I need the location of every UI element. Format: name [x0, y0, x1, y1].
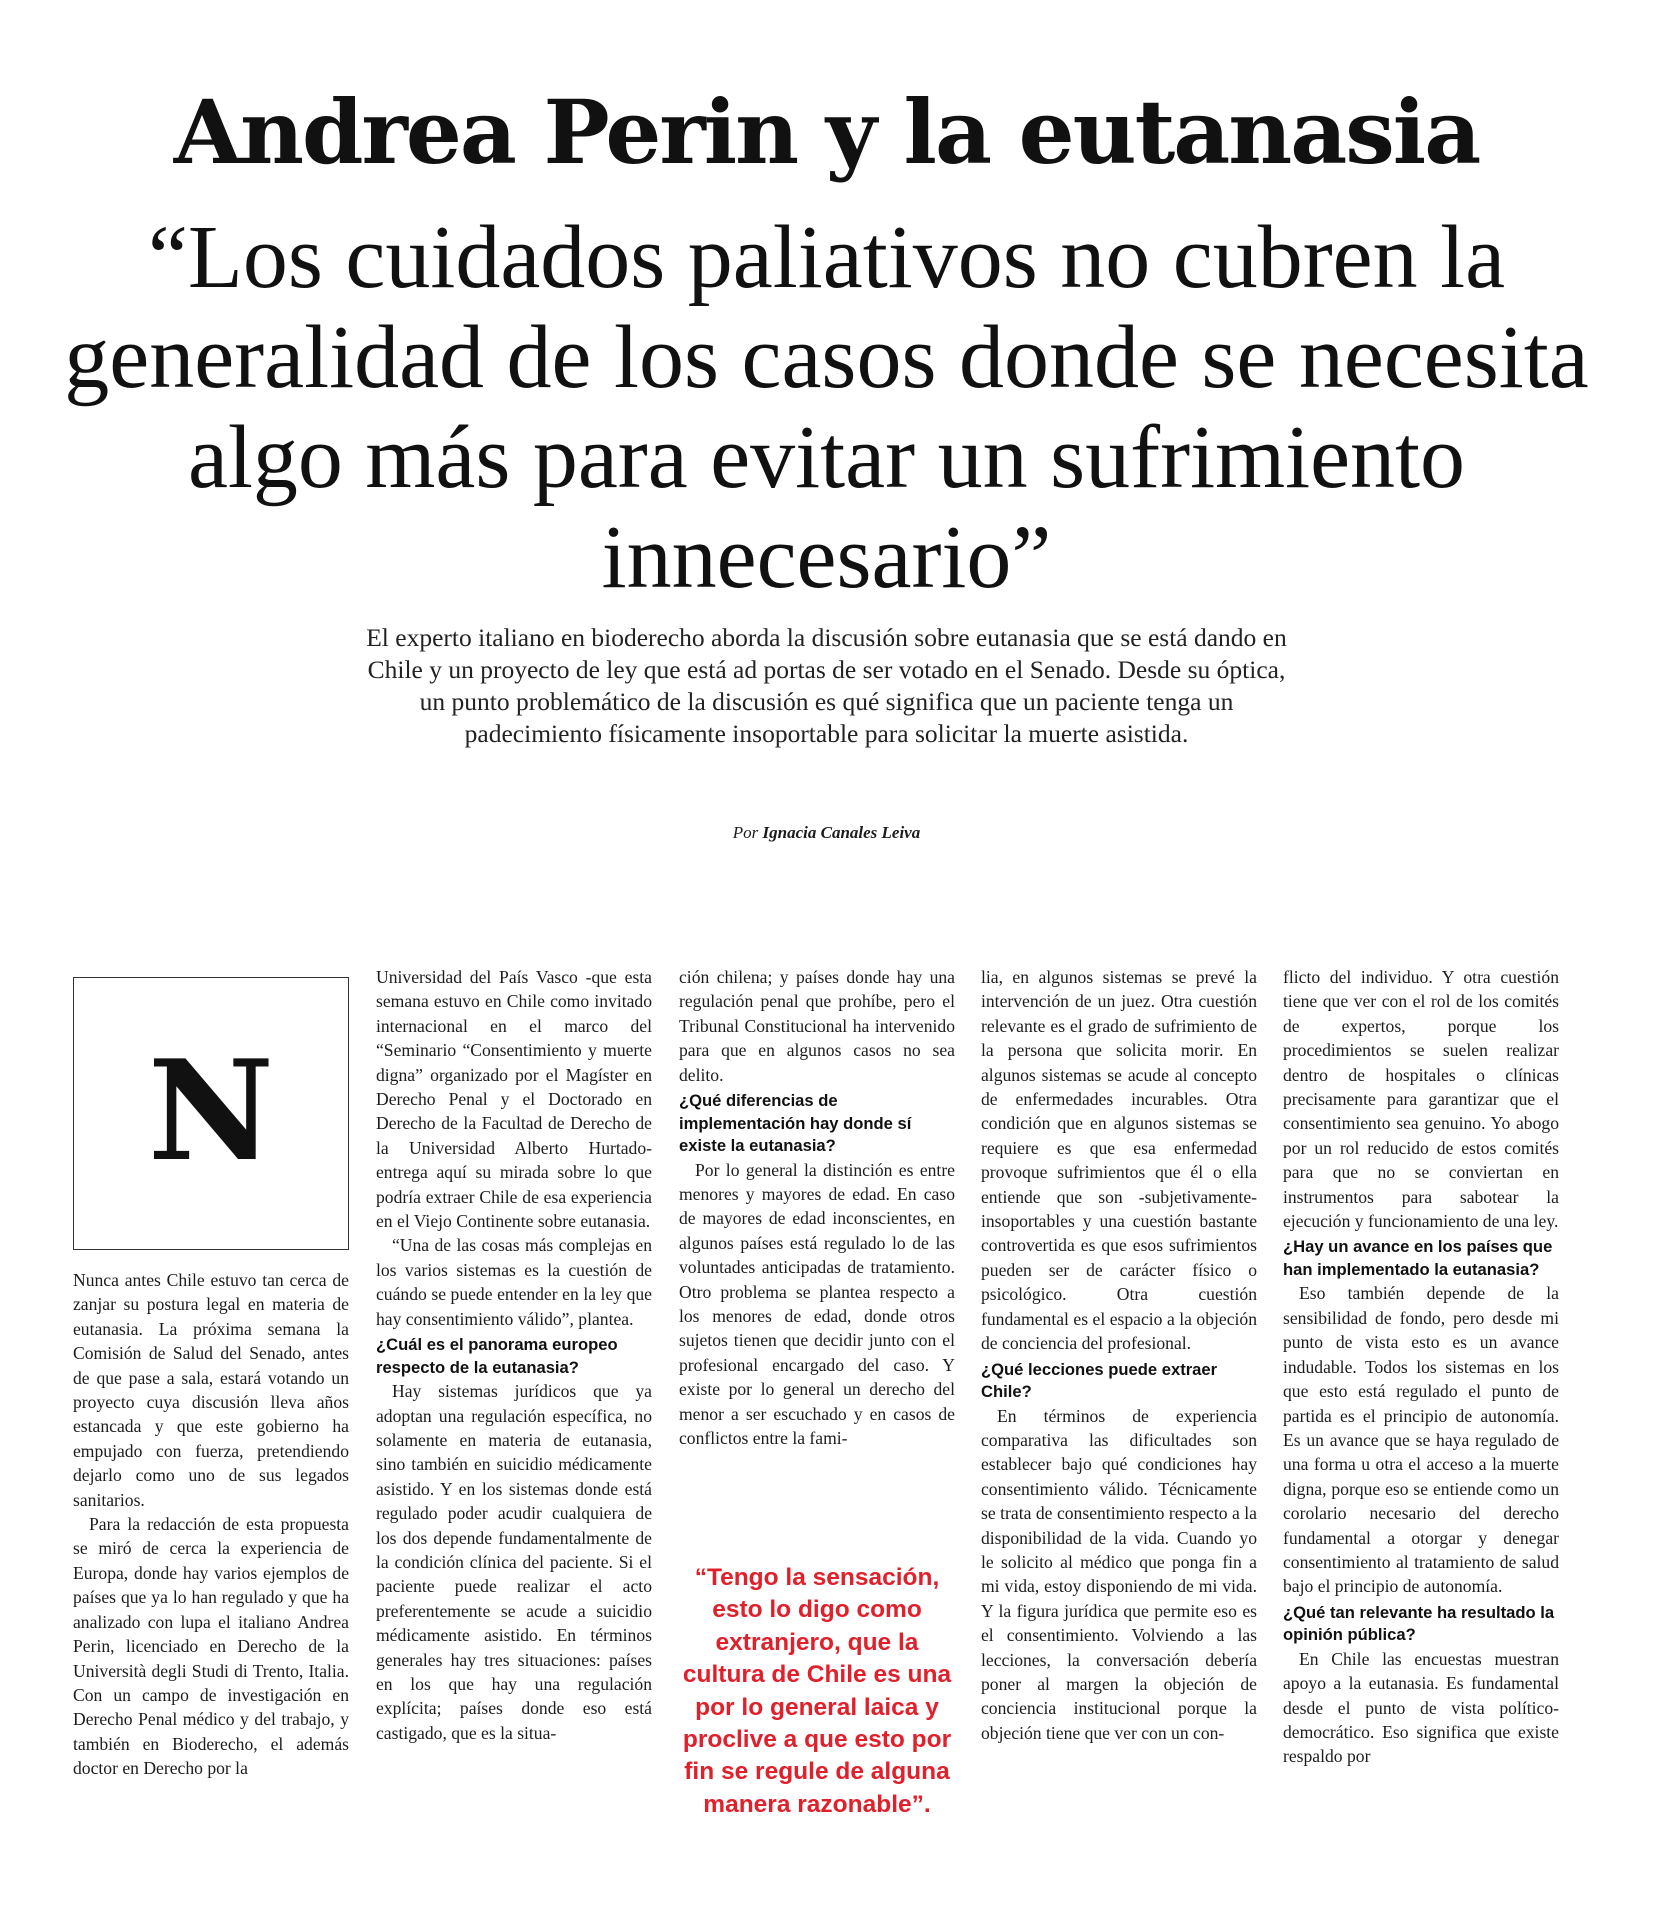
pull-quote: “Tengo la sensación, esto lo digo como extranjero, que la cultura de Chile es una por lo general laica y proclive a que esto por fin se regule de alguna manera razonable”. [682, 1564, 952, 1818]
paragraph: En términos de experiencia comparativa las dificultades son establecer bajo qué condiciones hay consentimiento válido. Técnicamente se trata de consentimiento respecto a la disponibilidad de la vida. Cuando yo le solicito al médico que ponga fin a mi vida, estoy disponiendo de mi vida. Y la figura jurídica que permite eso es el consentimiento. Volviendo a las lecciones, la conversación debería poner al margen la objeción de conciencia institucional porque la objeción tiene que ver con un con- [981, 1405, 1257, 1743]
article-column-5 [1283, 965, 1559, 1769]
subhead-quote: “Los cuidados paliativos no cubren la generalidad de los casos donde se necesita algo más para evitar un sufrimiento innecesario” [64, 208, 1589, 607]
dropcap-letter: N [147, 1029, 275, 1192]
interview-question: ¿Cuál es el panorama europeo respecto de la eutanasia? [376, 1335, 618, 1377]
paragraph: “Una de las cosas más complejas en los varios sistemas es la cuestión de cuándo se puede entender en la ley que hay consentimiento válido”, plantea. [376, 1235, 652, 1329]
interview-question: ¿Qué tan relevante ha resultado la opinión pública? [1283, 1602, 1555, 1645]
byline-label: Por [732, 823, 759, 842]
lede: El experto italiano en bioderecho aborda la discusión sobre eutanasia que se está dando en Chile y un proyecto de ley que está ad portas de ser votado en el Senado. Desde su óptica, un punto problemático de la discusión es qué significa que un paciente tenga un padecimiento físicamente insoportable para solicitar la muerte asistida. [366, 623, 1287, 748]
paragraph: lia, en algunos sistemas se prevé la intervención de un juez. Otra cuestión relevante es el grado de sufrimiento de la persona que solicita morir. En algunos sistemas se acude al concepto de enfermedades incurables. Otra condición que en algunos sistemas se requiere es que esa enfermedad provoque sufrimientos que él o ella entiende que son -subjetivamente- insoportables y una cuestión bastante controvertida es que esos sufrimientos pueden ser de carácter físico o psicológico. Otra cuestión fundamental es el espacio a la objeción de conciencia del profesional. [981, 967, 1257, 1354]
paragraph: Hay sistemas jurídicos que ya adoptan una regulación específica, no solamente en materia de eutanasia, sino también en suicidio médicamente asistido. Y en los sistemas donde está regulado poder acudir cualquiera de los dos depende fundamentalmente de la condición clínica del paciente. Si el paciente puede realizar el acto preferentemente se acude a suicidio médicamente asistido. En términos generales hay tres situaciones: países en los que hay una regulación explícita; países donde eso está castigado, que es la situa- [376, 1381, 652, 1743]
byline-author: Ignacia Canales Leiva [762, 823, 921, 842]
paragraph: ción chilena; y países donde hay una regulación penal que prohíbe, pero el Tribunal Constitucional ha intervenido para que en algunos casos no sea delito. [679, 967, 955, 1085]
byline [600, 823, 1053, 843]
article-column-4 [981, 965, 1257, 1745]
dropcap-box [73, 977, 349, 1250]
paragraph: Eso también depende de la sensibilidad de fondo, pero desde mi punto de vista esto es un avance indudable. Todos los sistemas en los que esto está regulado el punto de partida es el principio de autonomía. Es un avance que se haya regulado de una forma u otra el acceso a la muerte digna, porque eso se entiende como un corolario necesario del derecho fundamental a otorgar y denegar consentimiento al tratamiento de salud bajo el principio de autonomía. [1283, 1283, 1559, 1597]
article-column-3 [679, 965, 955, 1450]
article-column-2 [376, 965, 652, 1745]
headline: Andrea Perin y la eutanasia [173, 80, 1480, 184]
paragraph: Universidad del País Vasco -que esta semana estuvo en Chile como invitado internacional en el marco del “Seminario “Consentimiento y muerte digna” organizado por el Magíster en Derecho Penal y el Doctorado en Derecho de la Facultad de Derecho de la Universidad Alberto Hurtado- entrega aquí su mirada sobre lo que podría extraer Chile de esa experiencia en el Viejo Continente sobre eutanasia. [376, 967, 652, 1232]
interview-question: ¿Qué diferencias de implementación hay donde sí existe la eutanasia? [679, 1091, 912, 1156]
paragraph: En Chile las encuestas muestran apoyo a la eutanasia. Es fundamental desde el punto de vista político-democrático. Eso significa que existe respaldo por [1283, 1648, 1559, 1767]
paragraph: Por lo general la distinción es entre menores y mayores de edad. En caso de mayores de edad inconscientes, en algunos países está regulado lo de las voluntades anticipadas de tratamiento. Otro problema se plantea respecto a los menores de edad, donde otros sujetos tienen que decidir junto con el profesional encargado del caso. Y existe por lo general un derecho del menor a ser escuchado y en casos de conflictos entre la fami- [679, 1159, 955, 1448]
interview-question: ¿Qué lecciones puede extraer Chile? [981, 1359, 1218, 1401]
paragraph: flicto del individuo. Y otra cuestión tiene que ver con el rol de los comités de expertos, porque los procedimientos se suelen realizar dentro de hospitales o clínicas precisamente para garantizar que el consentimiento sea genuino. Yo abogo por un rol reducido de estos comités para que no se conviertan en instrumentos para sabotear la ejecución y funcionamiento de una ley. [1283, 967, 1559, 1232]
article-column-1 [73, 1268, 349, 1781]
paragraph: Nunca antes Chile estuvo tan cerca de zanjar su postura legal en materia de eutanasia. La próxima semana la Comisión de Salud del Senado, antes de que pase a sala, estará votando un proyecto cuya discusión lleva años estancada y que este gobierno ha empujado con fuerza, pretendiendo dejarlo como uno de sus legados sanitarios. [73, 1270, 349, 1510]
paragraph: Para la redacción de esta propuesta se miró de cerca la experiencia de Europa, donde hay varios ejemplos de países que ya lo han regulado y que ha analizado con lupa el italiano Andrea Perin, licenciado en Derecho de la Università degli Studi di Trento, Italia. Con un campo de investigación en Derecho Penal médico y del trabajo, y también en Bioderecho, el además doctor en Derecho por la [73, 1514, 349, 1779]
interview-question: ¿Hay un avance en los países que han implementado la eutanasia? [1283, 1237, 1553, 1279]
